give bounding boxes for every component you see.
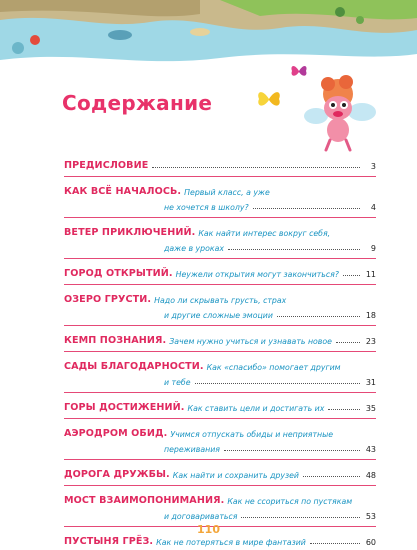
toc-entry-subtitle-cont: и другие сложные эмоции	[164, 311, 273, 320]
toc-entry-title: ДОРОГА ДРУЖБЫ.	[64, 469, 170, 480]
toc-entry-subtitle-cont: не хочется в школу?	[164, 203, 249, 212]
toc-entry-subtitle: Как найти и сохранить друзей	[172, 471, 300, 480]
toc-entry-subtitle: Неужели открытия могут закончиться?	[175, 270, 339, 279]
toc-entry-subtitle: Надо ли скрывать грусть, страх	[154, 296, 287, 305]
toc-entry-how-it-began[interactable]	[64, 182, 376, 212]
page-title: Содержание	[62, 91, 213, 115]
toc-entry-title: МОСТ ВЗАИМОПОНИМАНИЯ.	[64, 495, 225, 506]
toc-entry-road-of-friendship[interactable]	[64, 465, 376, 480]
toc-entry-bridge-of-understanding[interactable]	[64, 491, 376, 521]
toc-entry-title: ГОРЫ ДОСТИЖЕНИЙ.	[64, 402, 185, 413]
toc-entry-page: 60	[365, 538, 376, 547]
divider	[64, 217, 376, 218]
toc-entry-title: ОЗЕРО ГРУСТИ.	[64, 294, 152, 305]
toc-entry-page: 48	[365, 471, 376, 480]
toc-entry-page: 31	[365, 378, 376, 387]
toc-entry-title: ПУСТЫНЯ ГРЁЗ.	[64, 536, 154, 547]
divider	[64, 418, 376, 419]
toc-entry-subtitle: Как не потеряться в мире фантазий	[156, 538, 306, 547]
toc-entry-camp-of-knowledge[interactable]	[64, 331, 376, 346]
toc-entry-airfield-of-offenses[interactable]	[64, 424, 376, 454]
top-landscape-illustration	[0, 0, 417, 78]
toc-entry-subtitle: Зачем нужно учиться и узнавать новое	[169, 337, 332, 346]
toc-entry-page: 4	[370, 203, 376, 212]
toc-entry-subtitle-cont: переживания	[164, 445, 220, 454]
divider	[64, 258, 376, 259]
toc-entry-subtitle-cont: и тебе	[164, 378, 191, 387]
toc-entry-subtitle: Как не ссориться по пустякам	[227, 497, 353, 506]
toc-entry-title: ПРЕДИСЛОВИЕ	[64, 160, 149, 171]
toc-entry-title: ВЕТЕР ПРИКЛЮЧЕНИЙ.	[64, 227, 196, 238]
toc-entry-page: 9	[370, 244, 376, 253]
winged-mascot-icon	[296, 72, 382, 154]
toc-entry-city-of-discoveries[interactable]	[64, 264, 376, 279]
toc-entry-page: 23	[365, 337, 376, 346]
toc-entry-page: 3	[370, 162, 376, 171]
divider	[64, 351, 376, 352]
toc-entry-title: КЕМП ПОЗНАНИЯ.	[64, 335, 167, 346]
toc-entry-subtitle: Как ставить цели и достигать их	[187, 404, 325, 413]
toc-entry-subtitle-cont: даже в уроках	[164, 244, 224, 253]
toc-entry-page: 11	[365, 270, 376, 279]
divider	[64, 176, 376, 177]
toc-entry-lake-of-sadness[interactable]	[64, 290, 376, 320]
toc-entry-page: 35	[365, 404, 376, 413]
divider	[64, 325, 376, 326]
butterfly-icon	[256, 88, 282, 110]
toc-entry-subtitle: Как «спасибо» помогает другим	[206, 363, 341, 372]
toc-entry-subtitle: Как найти интерес вокруг себя,	[198, 229, 331, 238]
divider	[64, 284, 376, 285]
toc-entry-title: АЭРОДРОМ ОБИД.	[64, 428, 168, 439]
toc-entry-subtitle: Учимся отпускать обиды и неприятные	[170, 430, 334, 439]
toc-entry-title: ГОРОД ОТКРЫТИЙ.	[64, 268, 173, 279]
divider	[64, 485, 376, 486]
toc-entry-mountains-of-achievement[interactable]	[64, 398, 376, 413]
toc-entry-title: САДЫ БЛАГОДАРНОСТИ.	[64, 361, 204, 372]
toc-entry-subtitle: Первый класс, а уже	[184, 188, 270, 197]
toc-entry-title: КАК ВСЁ НАЧАЛОСЬ.	[64, 186, 182, 197]
toc-entry-subtitle-cont: и договариваться	[164, 512, 238, 521]
toc-entry-gardens-of-gratitude[interactable]	[64, 357, 376, 387]
table-of-contents	[64, 156, 376, 547]
toc-entry-page: 53	[365, 512, 376, 521]
divider	[64, 459, 376, 460]
toc-entry-page: 43	[365, 445, 376, 454]
toc-entry-wind-of-adventures[interactable]	[64, 223, 376, 253]
toc-entry-page: 18	[365, 311, 376, 320]
toc-entry-preface[interactable]	[64, 156, 376, 171]
page-number: 110	[197, 523, 220, 536]
divider	[64, 392, 376, 393]
